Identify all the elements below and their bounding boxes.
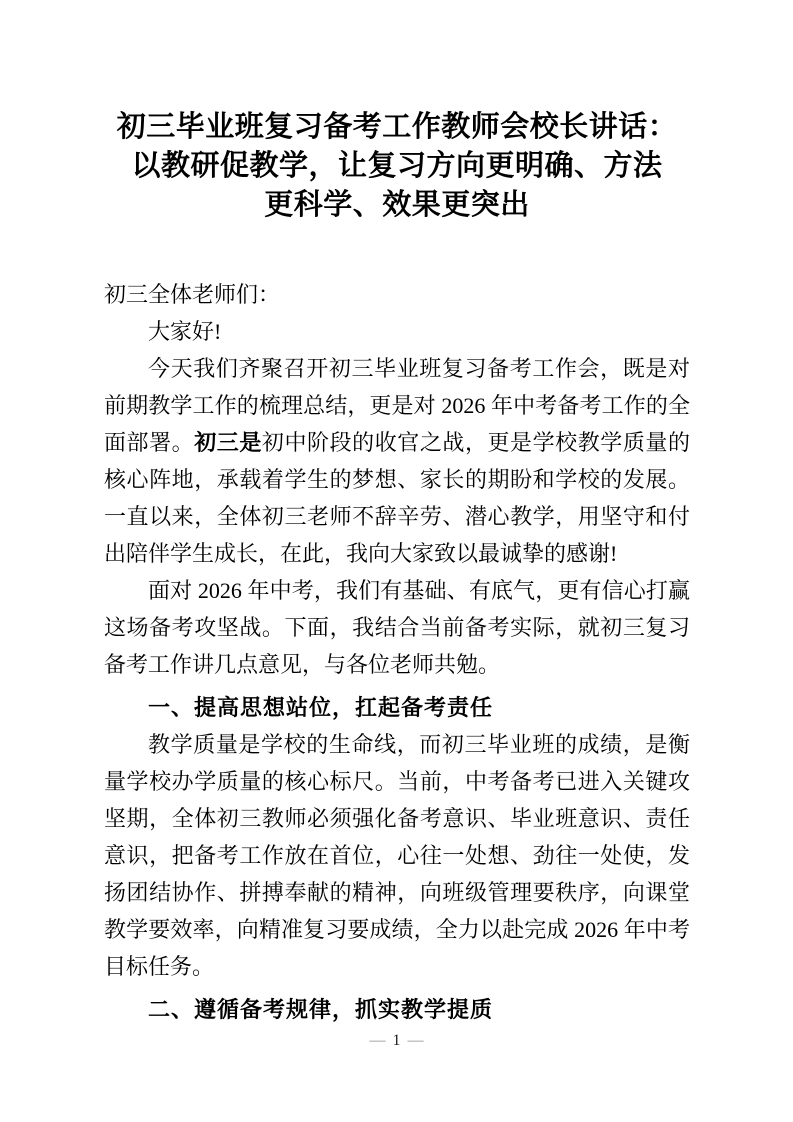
title-line-1: 初三毕业班复习备考工作教师会校长讲话：	[116, 111, 678, 143]
text-run: 教学质量是学校的生命线，而初三毕业班的成绩，是衡量学校办学质量的核心标尺。当前，中考备考已进入关键攻坚期，全体初三教师必须强化备考意识、毕业班意识、责任意识，把备考工作放在首位，心往一处想、劲往一处使，发扬团结协作、拼搏奉献的精神，向班级管理要秩序，向课堂教学要效率，向精准复习要成绩，全力以赴完成 2026 年中考目标任务。	[104, 732, 690, 979]
page-footer	[0, 1030, 793, 1052]
bold-text-run: 二、遵循备考规律，抓实教学提质	[148, 997, 494, 1022]
title-line-2: 以教研促教学，让复习方向更明确、方法	[131, 150, 663, 182]
title-line-3: 更科学、效果更突出	[264, 189, 530, 221]
text-run: 初中阶段的收官之战，更是学校教学质量的核心阵地，承载着学生的梦想、家长的期盼和学校的发展。一直以来，全体初三老师不辞辛劳、潜心教学，用坚守和付出陪伴学生成长，在此，我向大家致以最诚挚的感谢!	[104, 430, 690, 566]
text-run: 大家好!	[148, 319, 222, 344]
paragraph	[104, 572, 690, 683]
section-heading	[104, 689, 690, 726]
paragraph	[104, 726, 690, 985]
text-run: 初三全体老师们：	[104, 282, 281, 307]
footer-dash-left: —	[369, 1032, 386, 1049]
page-number: 1	[392, 1032, 401, 1049]
section-heading	[104, 991, 690, 1028]
document-body	[104, 276, 690, 1028]
footer-dash-right: —	[407, 1032, 424, 1049]
bold-text-run: 一、提高思想站位，扛起备考责任	[148, 695, 494, 720]
salutation	[104, 276, 690, 313]
document-title	[88, 108, 706, 225]
paragraph	[104, 313, 690, 350]
text-run: 今天我们齐聚召开初三毕业班复习备考工作会，既是对前期教学工作的梳理总结，更是对 2026 年中考备考工作的全面部署。	[104, 356, 690, 455]
text-run: 面对 2026 年中考，我们有基础、有底气，更有信心打赢这场备考攻坚战。下面，我结合当前备考实际，就初三复习备考工作讲几点意见，与各位老师共勉。	[104, 578, 690, 677]
paragraph	[104, 350, 690, 572]
bold-text-run: 初三是	[194, 430, 262, 455]
